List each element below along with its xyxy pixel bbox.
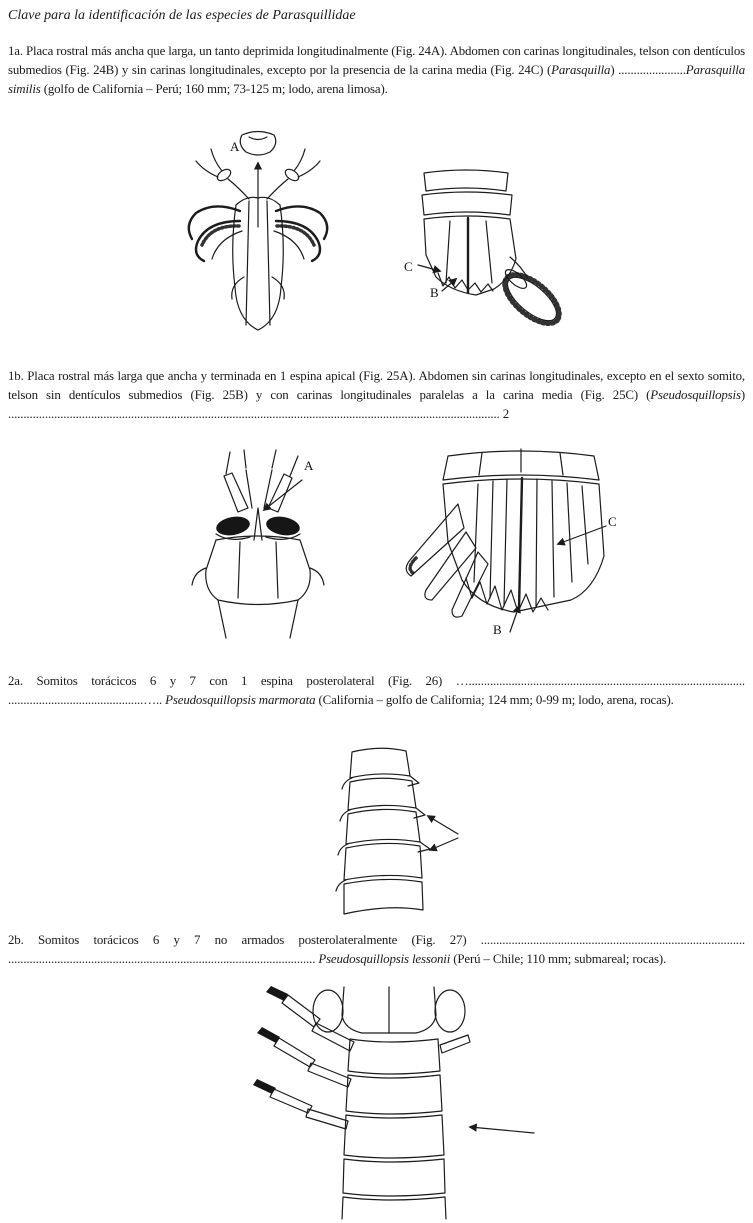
- key-entry-1b: [8, 367, 745, 424]
- key-entry-1a: [8, 42, 745, 99]
- figure-25-anterior-illustration: [160, 448, 360, 648]
- figure-24-telson-illustration: [380, 167, 575, 339]
- entry-2a-species: Pseudosquillopsis marmorata: [165, 693, 316, 707]
- entry-2b-species: Pseudosquillopsis lessonii: [318, 952, 451, 966]
- figure-26: [8, 742, 745, 922]
- figure-27-dorsal-body-illustration: [216, 985, 556, 1221]
- key-entry-2a: [8, 672, 745, 710]
- entry-1a-genus: Parasquilla: [551, 63, 611, 77]
- entry-2a-lead: 2a. Somitos torácicos 6 y 7 con 1 espina posterolateral (Fig. 26): [8, 674, 456, 688]
- entry-1b-genus: Pseudosquillopsis: [650, 388, 741, 402]
- figure-25: [8, 442, 745, 662]
- entry-2a-leader-dots: ….......................................................................................... ............................................…..: [8, 674, 745, 707]
- fig25-label-b: B: [493, 622, 502, 637]
- fig25-label-a: A: [304, 458, 314, 473]
- entry-1a-lead: 1a. Placa rostral más ancha que larga, un tanto deprimida longitudinalmente (Fig. 24A). Abdomen con carinas longitudinales, telson con dentículos submedios (Fig. 24B) y sin carinas longitudinales, excepto por la presencia de la carina media (Fig. 24C) (: [8, 44, 745, 77]
- figure-24: [8, 127, 745, 345]
- key-entry-2b: [8, 931, 745, 969]
- entry-1a-leader-dots: ) ......................: [610, 63, 686, 77]
- entry-1a-locality: (golfo de California – Perú; 160 mm; 73-125 m; lodo, arena limosa).: [40, 82, 388, 96]
- fig25-label-c: C: [608, 514, 617, 529]
- figure-24-anterior-illustration: [156, 127, 361, 339]
- entry-2a-locality: (California – golfo de California; 124 mm; 0-99 m; lodo, arena, rocas).: [315, 693, 674, 707]
- entry-1b-lead: 1b. Placa rostral más larga que ancha y terminada en 1 espina apical (Fig. 25A). Abdomen sin carinas longitudinales, excepto en el sexto somito, telson sin dentículos submedios (Fig. 25B) y con carinas longitudinales paralelas a la carina media (Fig. 25C) (: [8, 369, 745, 402]
- entry-2b-locality: (Perú – Chile; 110 mm; submareal; rocas).: [450, 952, 667, 966]
- page-title: Clave para la identificación de las especies de Parasquillidae: [8, 8, 356, 23]
- fig24-label-c: C: [404, 259, 413, 274]
- figure-26-thoracic-somites-illustration: [306, 744, 476, 920]
- entry-2b-lead: 2b. Somitos torácicos 6 y 7 no armados posterolateralmente (Fig. 27): [8, 933, 481, 947]
- figure-25-telson-illustration: [386, 442, 641, 662]
- entry-2b-leader-dots: ...................................................................................... ....................................................................................................: [8, 933, 745, 966]
- fig24-label-b: B: [430, 285, 439, 300]
- fig24-label-a: A: [230, 139, 240, 154]
- entry-1b-leader-dots: ) ................................................................................................................................................................ 2: [8, 388, 745, 421]
- figure-27: [8, 985, 745, 1223]
- entry-1a-species: Parasquilla similis: [8, 63, 745, 96]
